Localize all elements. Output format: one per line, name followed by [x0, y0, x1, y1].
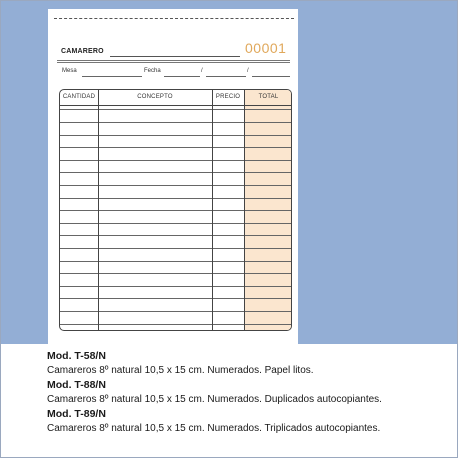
date-separator-2: / — [247, 68, 249, 74]
table-rule-line — [60, 235, 291, 236]
product-description: Camareros 8º natural 10,5 x 15 cm. Numerados. Duplicados autocopiantes. — [47, 393, 382, 405]
column-header-cantidad: CANTIDAD — [62, 94, 96, 100]
product-description: Camareros 8º natural 10,5 x 15 cm. Numerados. Triplicados autocopiantes. — [47, 422, 381, 434]
column-divider — [212, 90, 213, 330]
table-rule-line — [60, 160, 291, 161]
fecha-label: Fecha — [144, 68, 161, 74]
table-rule-line — [60, 223, 291, 224]
table-rule-line — [60, 286, 291, 287]
fecha-year-underline — [252, 76, 290, 77]
perforation-line — [54, 18, 294, 19]
table-rule-line — [60, 122, 291, 123]
column-header-precio: PRECIO — [215, 94, 241, 100]
divider-line — [57, 62, 290, 63]
table-rule-line — [60, 273, 291, 274]
product-descriptions — [47, 349, 447, 436]
fecha-month-underline — [206, 76, 246, 77]
table-rows — [60, 90, 291, 330]
table-rule-line — [60, 135, 291, 136]
camarero-label: CAMARERO — [61, 48, 104, 55]
table-rule-line — [60, 248, 291, 249]
table-rule-line — [60, 261, 291, 262]
camarero-underline — [110, 56, 240, 57]
waiter-order-pad — [48, 9, 298, 345]
header-divider — [60, 109, 291, 110]
table-rule-line — [60, 324, 291, 325]
date-separator-1: / — [201, 68, 203, 74]
table-rule-line — [60, 185, 291, 186]
product-image-panel — [1, 1, 457, 344]
table-rule-line — [60, 172, 291, 173]
mesa-underline — [82, 76, 142, 77]
table-rule-line — [60, 311, 291, 312]
table-rule-line — [60, 210, 291, 211]
mesa-label: Mesa — [62, 68, 77, 74]
fecha-day-underline — [164, 76, 200, 77]
product-model: Mod. T-88/N — [47, 379, 106, 391]
mesa-fecha-row — [60, 68, 292, 78]
header-divider — [60, 105, 291, 106]
column-header-concepto: CONCEPTO — [137, 94, 173, 100]
product-model: Mod. T-89/N — [47, 408, 106, 420]
product-description: Camareros 8º natural 10,5 x 15 cm. Numerados. Papel litos. — [47, 364, 314, 376]
column-divider — [98, 90, 99, 330]
pad-number: 00001 — [245, 40, 287, 56]
divider-line — [57, 60, 290, 61]
column-header-total: TOTAL — [258, 94, 279, 100]
column-divider — [244, 90, 245, 330]
table-rule-line — [60, 198, 291, 199]
order-table — [59, 89, 292, 331]
table-rule-line — [60, 147, 291, 148]
product-model: Mod. T-58/N — [47, 350, 106, 362]
table-rule-line — [60, 298, 291, 299]
